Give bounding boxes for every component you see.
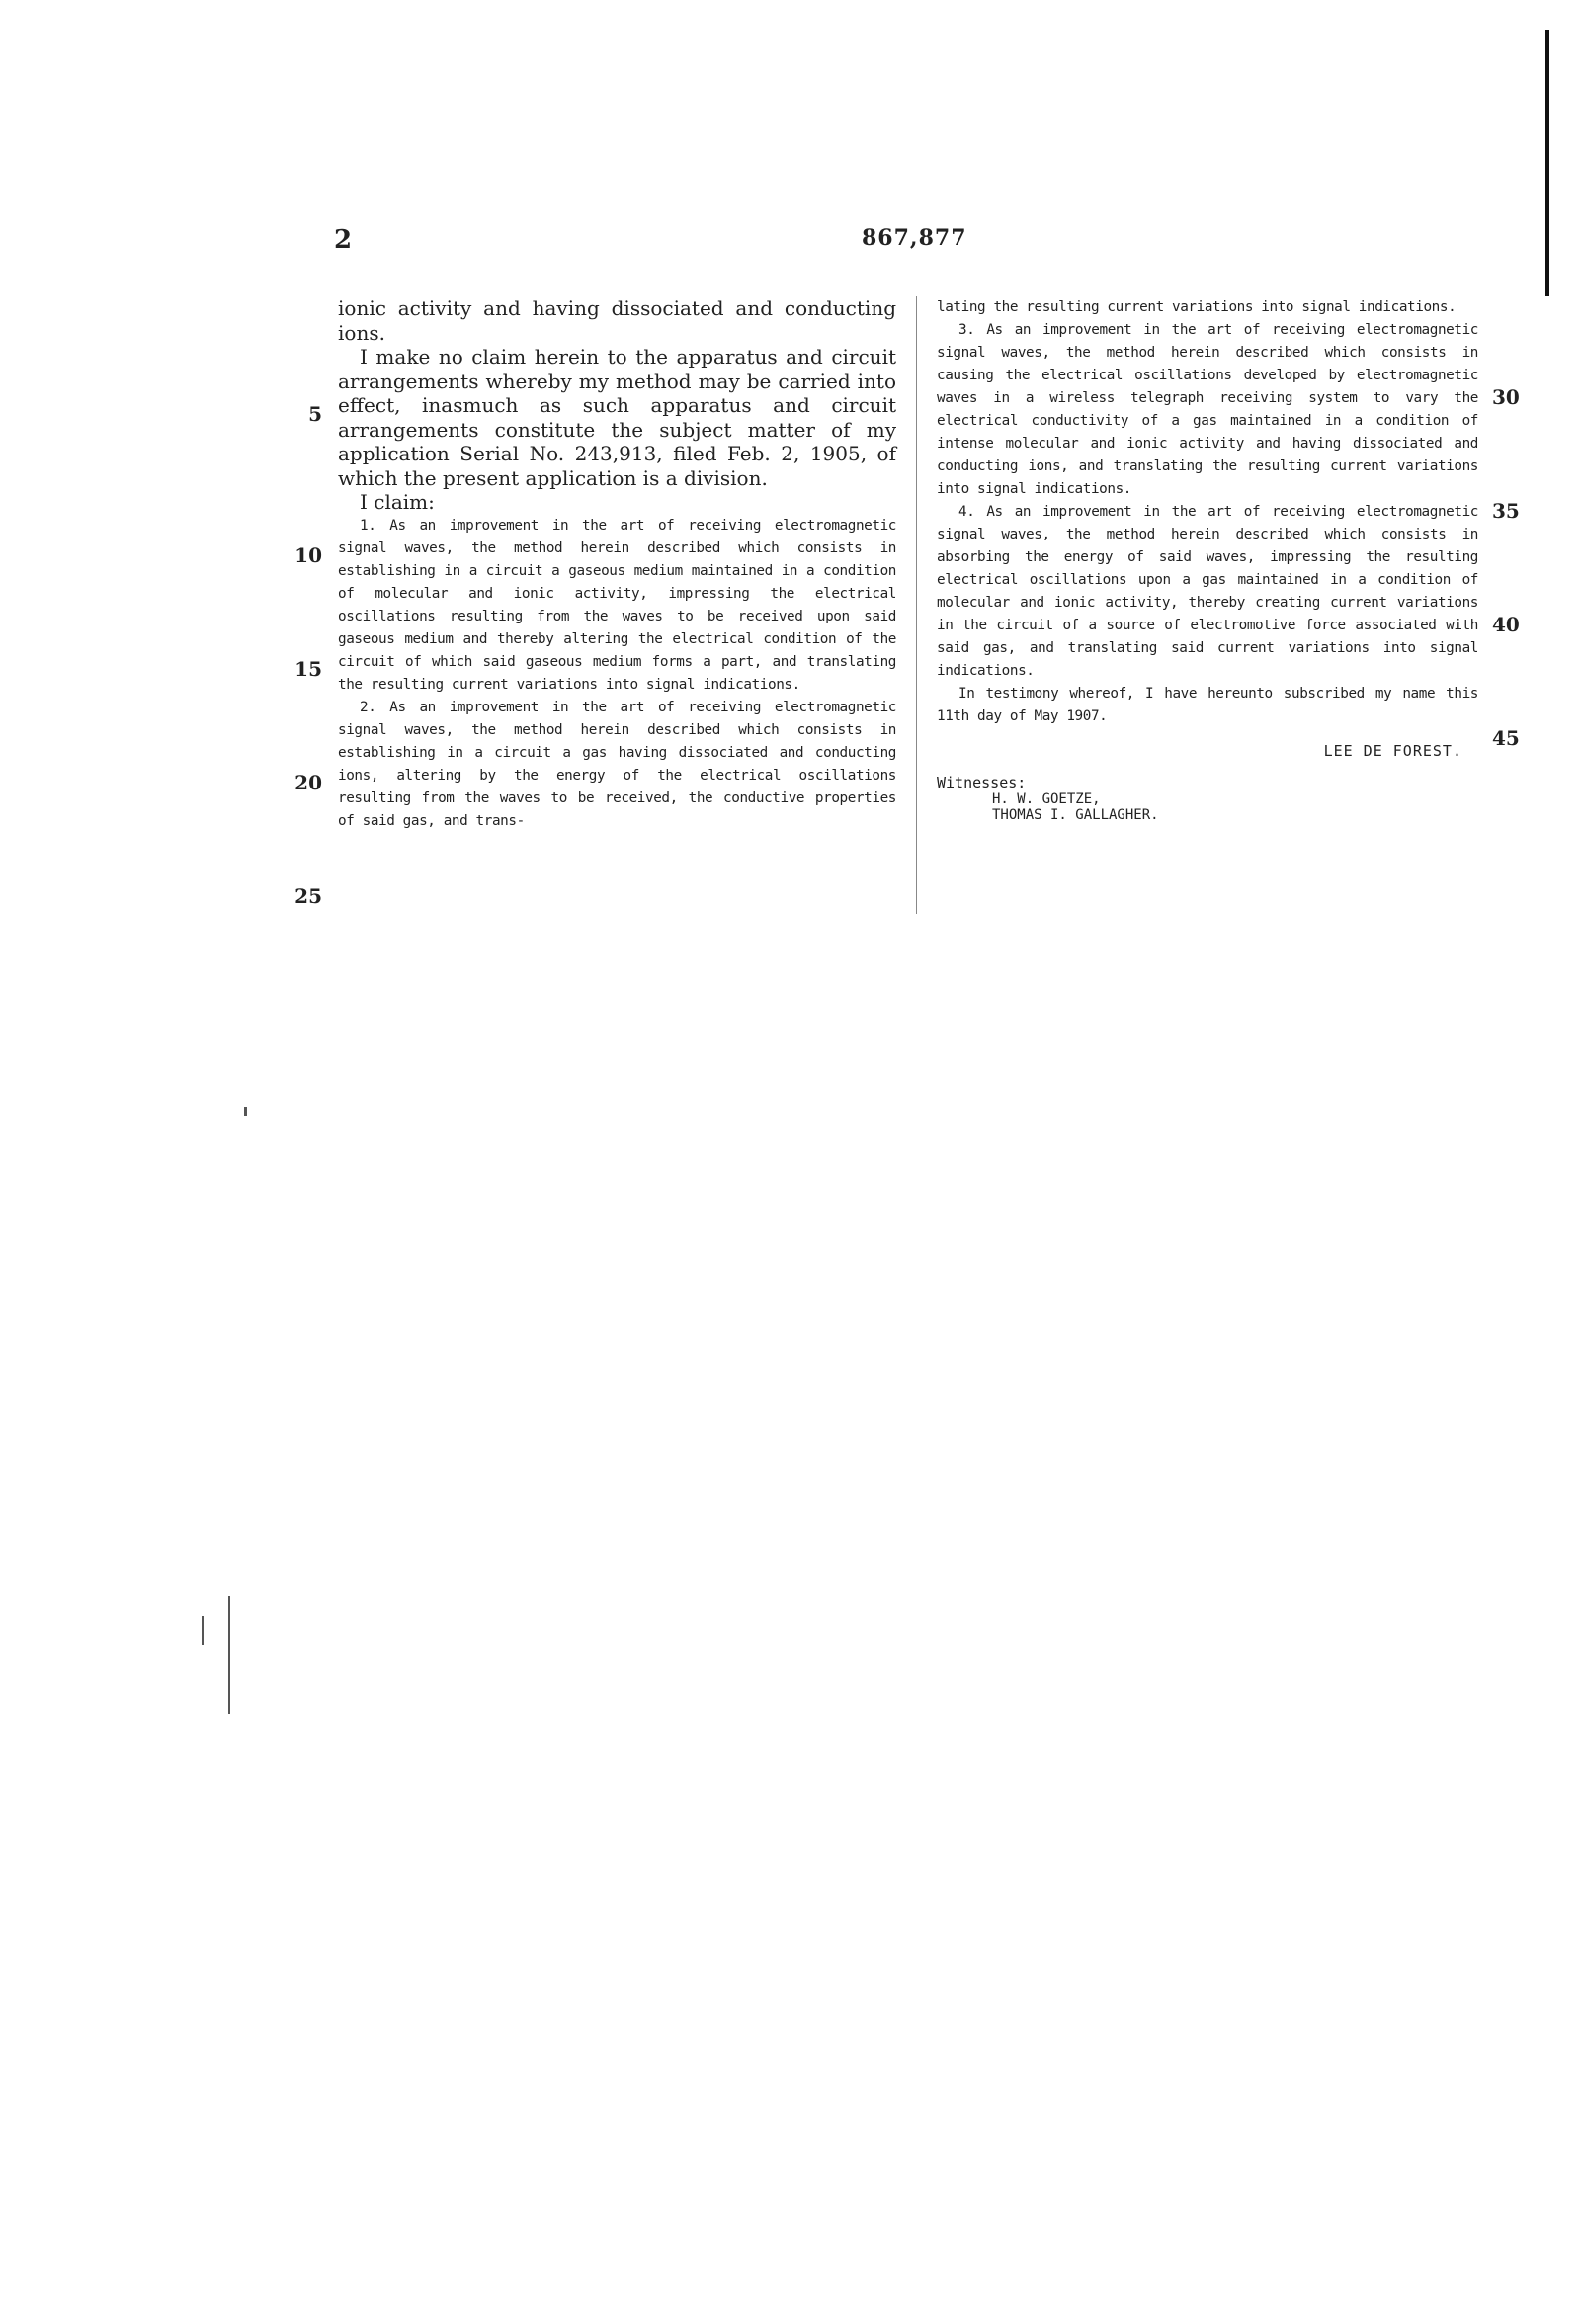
witness-name: THOMAS I. GALLAGHER. bbox=[992, 807, 1159, 823]
scan-speck bbox=[228, 1596, 230, 1714]
line-number: 15 bbox=[294, 657, 322, 681]
line-number: 45 bbox=[1492, 726, 1520, 750]
line-number: 30 bbox=[1492, 385, 1520, 409]
line-number: 10 bbox=[294, 543, 322, 567]
claim-2: 2. As an improvement in the art of receiving electromagnetic signal waves, the method herein described which consists in establishing in a circuit a gas having dissociated and conducting ions, altering by the energy of the electrical oscillations resulting from the waves to be received, the conductive properties of said gas, and trans- bbox=[338, 699, 896, 829]
page-number: 2 bbox=[334, 225, 353, 255]
line-number: 5 bbox=[308, 402, 322, 426]
page-header bbox=[0, 225, 1582, 255]
paragraph-continuation: ionic activity and having dissociated and conducting ions. bbox=[338, 296, 896, 345]
signature: LEE DE FOREST. bbox=[1323, 742, 1462, 760]
right-column bbox=[937, 296, 1478, 823]
scan-speck bbox=[244, 1107, 247, 1116]
witnesses-label: Witnesses: bbox=[937, 774, 1027, 791]
claims-intro: I claim: bbox=[360, 490, 435, 514]
line-number: 40 bbox=[1492, 613, 1520, 636]
paragraph-disclaimer: I make no claim herein to the apparatus and circuit arrangements whereby my method may be carried into effect, inasmuch as such apparatus and circuit arrangements constitute the subject matter of my application Serial No. 243,913, filed Feb. 2, 1905, of which the present application is a division. bbox=[338, 345, 896, 490]
line-number: 35 bbox=[1492, 499, 1520, 523]
testimony: In testimony whereof, I have hereunto subscribed my name this 11th day of May 1907. bbox=[937, 686, 1478, 724]
line-number: 20 bbox=[294, 771, 322, 794]
line-number: 25 bbox=[294, 884, 322, 908]
scan-edge-mark bbox=[1545, 30, 1549, 296]
column-divider bbox=[916, 296, 917, 914]
witnesses-block bbox=[937, 774, 1478, 823]
claim-3: 3. As an improvement in the art of receiving electromagnetic signal waves, the method herein described which consists in causing the electrical oscillations developed by electromagnetic waves in a wireless telegraph receiving system to vary the electrical conductivity of a gas maintained in a condition of intense molecular and ionic activity and having dissociated and conducting ions, and translating the resulting current variations into signal indications. bbox=[937, 322, 1478, 497]
witness-name: H. W. GOETZE, bbox=[992, 791, 1101, 807]
claim-1: 1. As an improvement in the art of receiving electromagnetic signal waves, the method herein described which consists in establishing in a circuit a gaseous medium maintained in a condition of molecular and ionic activity, impressing the electrical oscillations resulting from the waves to be received upon said gaseous medium and thereby altering the electrical condition of the circuit of which said gaseous medium forms a part, and translating the resulting current variations into signal indications. bbox=[338, 517, 896, 693]
claim-4: 4. As an improvement in the art of receiving electromagnetic signal waves, the method herein described which consists in absorbing the energy of said waves, impressing the resulting electrical oscillations upon a gas maintained in a condition of molecular and ionic activity, thereby creating current variations in the circuit of a source of electromotive force associated with said gas, and translating said current variations into signal indications. bbox=[937, 504, 1478, 679]
patent-number: 867,877 bbox=[862, 225, 967, 251]
claim-2-continuation: lating the resulting current variations into signal indications. bbox=[937, 299, 1457, 315]
scan-speck bbox=[202, 1616, 204, 1645]
left-column bbox=[338, 296, 896, 833]
